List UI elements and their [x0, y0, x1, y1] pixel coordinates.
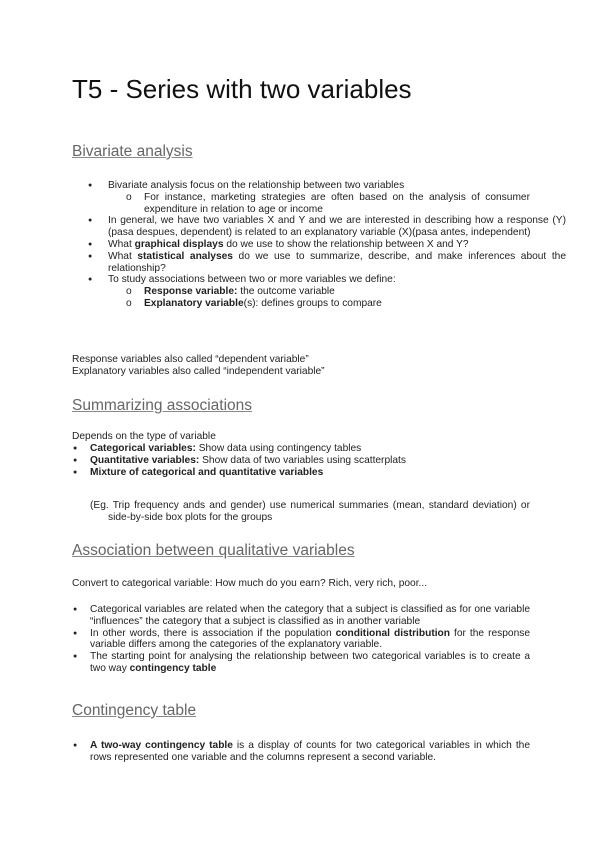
list-item — [72, 604, 530, 628]
item-bold: Categorical variables: — [90, 443, 196, 454]
list-item — [72, 192, 530, 216]
item-text: To study associations between two or more variables we define: — [108, 274, 396, 286]
item-text: Categorical variables are related when the category that a subject is classified as for one variable “influences” the category that a subject is classified as in another variable — [90, 604, 530, 627]
item-text: Show data using contingency tables — [195, 443, 362, 454]
list-item — [72, 251, 566, 275]
item-bold: Mixture of categorical and quantitative variables — [90, 466, 324, 478]
item-text: Bivariate analysis focus on the relationship between two variables — [108, 180, 405, 191]
item-text: for the response variable differs among the categories of the explanatory variable. — [90, 627, 531, 651]
list-item — [72, 215, 566, 239]
list-item — [72, 298, 530, 310]
heading-association-qualitative: Association between qualitative variables — [72, 542, 355, 559]
list-item — [72, 651, 530, 675]
heading-bivariate-analysis: Bivariate analysis — [72, 143, 193, 160]
item-text: In other words, there is association if the population — [90, 627, 336, 639]
item-bold: A two-way contingency table — [90, 740, 233, 751]
heading-contingency-table: Contingency table — [72, 702, 197, 719]
summarizing-list — [0, 443, 530, 478]
item-bold: graphical displays — [134, 238, 224, 250]
item-text: (s): defines groups to compare — [243, 297, 382, 309]
item-text: is a display of counts for two categorical variables in which the rows represented one variable and the columns represent a second variable. — [90, 740, 530, 763]
association-list — [0, 604, 530, 675]
item-bold: Quantitative variables: — [90, 454, 200, 466]
note-explanatory: Explanatory variables also called “independent variable” — [72, 366, 325, 377]
list-item — [72, 443, 530, 455]
example-text: (Eg. Trip frequency ands and gender) use numerical summaries (mean, standard deviation) or side-by-side box plots for the groups — [90, 500, 530, 523]
note-response: Response variables also called “dependent variable” — [72, 354, 309, 365]
list-item — [72, 286, 530, 298]
list-item — [72, 628, 530, 652]
page-title: T5 - Series with two variables — [72, 74, 412, 104]
list-item — [72, 274, 566, 286]
item-text: For instance, marketing strategies are often based on the analysis of consumer expenditure in relation to age or income — [144, 191, 530, 215]
list-item — [72, 239, 566, 251]
item-text: do we use to summarize, describe, and make inferences about the relationship? — [108, 250, 566, 274]
list-item — [72, 180, 566, 192]
heading-summarizing-associations: Summarizing associations — [72, 397, 253, 414]
item-text: Show data of two variables using scatterplats — [199, 454, 406, 466]
item-bold: Response variable: — [144, 286, 238, 298]
bivariate-list — [0, 180, 566, 310]
summarizing-intro: Depends on the type of variable — [72, 431, 216, 442]
contingency-list — [0, 740, 530, 764]
association-intro: Convert to categorical variable: How much do you earn? Rich, very rich, poor... — [72, 578, 428, 589]
list-item — [72, 740, 530, 764]
item-text: In general, we have two variables X and Y and we are interested in describing how a response (Y) (pasa despues, dependent) is related to an explanatory variable (X)(pasa antes, independent) — [108, 215, 566, 239]
item-bold: statistical analyses — [137, 250, 233, 262]
item-text: What — [108, 238, 135, 250]
item-bold: Explanatory variable — [144, 297, 244, 309]
list-item — [72, 467, 530, 479]
item-bold: conditional distribution — [335, 627, 451, 639]
list-item — [72, 455, 530, 467]
item-bold: contingency table — [129, 662, 217, 674]
item-text: The starting point for analysing the relationship between two categorical variables is to create a two way — [90, 651, 530, 674]
item-text: the outcome variable — [237, 286, 335, 298]
item-text: do we use to show the relationship between X and Y? — [223, 238, 469, 250]
item-text: What — [108, 250, 138, 262]
